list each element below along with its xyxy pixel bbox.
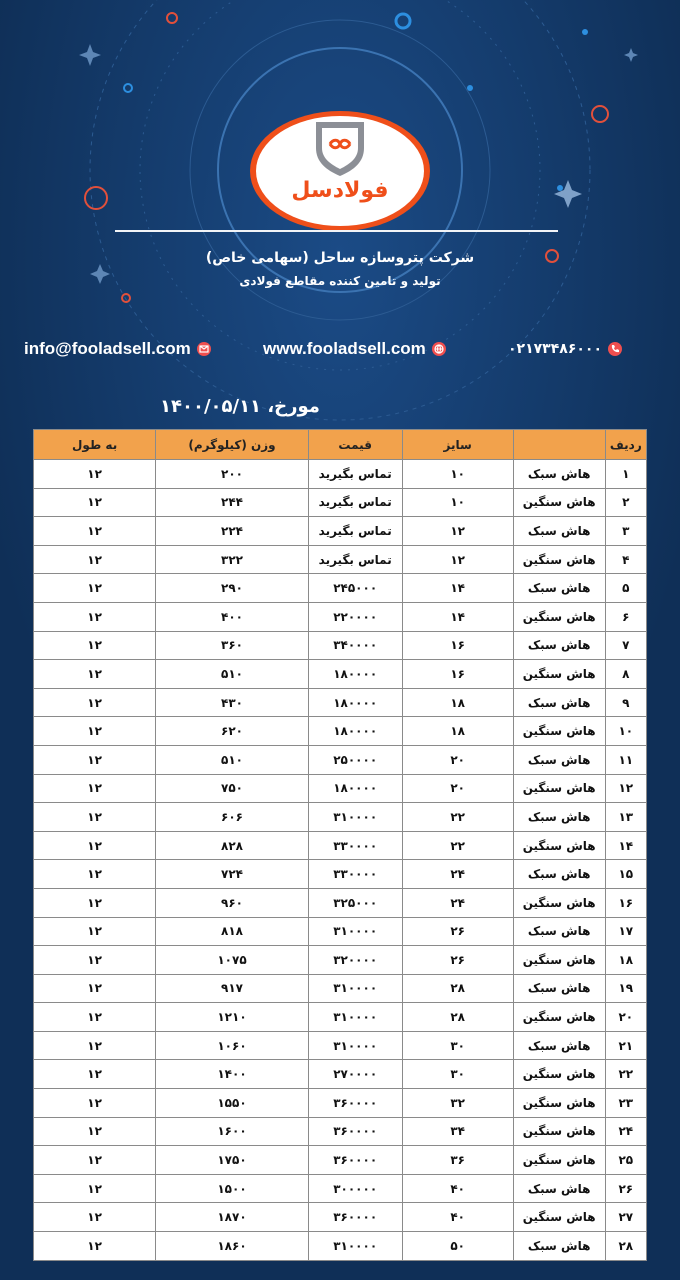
cell-length: ۱۲ xyxy=(34,660,156,689)
cell-length: ۱۲ xyxy=(34,803,156,832)
cell-product: هاش سبک xyxy=(513,460,605,489)
header-price: قیمت xyxy=(308,430,402,460)
cell-length: ۱۲ xyxy=(34,517,156,546)
cell-index: ۱ xyxy=(605,460,646,489)
cell-product: هاش سنگین xyxy=(513,946,605,975)
cell-index: ۴ xyxy=(605,545,646,574)
cell-index: ۲۲ xyxy=(605,1060,646,1089)
cell-length: ۱۲ xyxy=(34,831,156,860)
cell-price: ۱۸۰۰۰۰ xyxy=(308,774,402,803)
company-tagline: تولید و تامین کننده مقاطع فولادی xyxy=(239,274,441,288)
table-row xyxy=(34,545,647,574)
cell-length: ۱۲ xyxy=(34,1089,156,1118)
cell-weight: ۲۰۰ xyxy=(156,460,308,489)
cell-length: ۱۲ xyxy=(34,631,156,660)
cell-size: ۱۲ xyxy=(402,517,513,546)
header-size: سایز xyxy=(402,430,513,460)
table-row xyxy=(34,1174,647,1203)
cell-length: ۱۲ xyxy=(34,860,156,889)
price-table xyxy=(33,429,647,1261)
table-row xyxy=(34,745,647,774)
cell-index: ۸ xyxy=(605,660,646,689)
cell-index: ۲۷ xyxy=(605,1203,646,1232)
header-weight: وزن (کیلوگرم) xyxy=(156,430,308,460)
cell-index: ۱۴ xyxy=(605,831,646,860)
cell-size: ۲۰ xyxy=(402,774,513,803)
cell-index: ۶ xyxy=(605,602,646,631)
cell-length: ۱۲ xyxy=(34,1117,156,1146)
cell-weight: ۴۰۰ xyxy=(156,602,308,631)
cell-product: هاش سبک xyxy=(513,631,605,660)
cell-price: تماس بگیرید xyxy=(308,545,402,574)
cell-weight: ۱۷۵۰ xyxy=(156,1146,308,1175)
cell-length: ۱۲ xyxy=(34,688,156,717)
cell-price: ۳۳۰۰۰۰ xyxy=(308,831,402,860)
cell-index: ۱۹ xyxy=(605,974,646,1003)
cell-length: ۱۲ xyxy=(34,1232,156,1261)
cell-index: ۲۵ xyxy=(605,1146,646,1175)
cell-product: هاش سنگین xyxy=(513,1003,605,1032)
cell-weight: ۱۴۰۰ xyxy=(156,1060,308,1089)
table-header-row xyxy=(34,430,647,460)
cell-product: هاش سبک xyxy=(513,517,605,546)
cell-price: ۲۲۰۰۰۰ xyxy=(308,602,402,631)
table-row xyxy=(34,888,647,917)
cell-size: ۳۰ xyxy=(402,1031,513,1060)
cell-size: ۲۸ xyxy=(402,974,513,1003)
table-row xyxy=(34,717,647,746)
cell-size: ۲۲ xyxy=(402,831,513,860)
cell-price: ۳۶۰۰۰۰ xyxy=(308,1089,402,1118)
cell-price: ۱۸۰۰۰۰ xyxy=(308,717,402,746)
cell-size: ۲۶ xyxy=(402,917,513,946)
cell-price: ۳۶۰۰۰۰ xyxy=(308,1117,402,1146)
cell-size: ۴۰ xyxy=(402,1203,513,1232)
cell-size: ۲۴ xyxy=(402,888,513,917)
cell-weight: ۵۱۰ xyxy=(156,660,308,689)
cell-price: ۲۵۰۰۰۰ xyxy=(308,745,402,774)
company-name: شرکت پتروسازه ساحل (سهامی خاص) xyxy=(205,250,475,266)
website-contact[interactable] xyxy=(263,338,446,360)
price-date: مورخ، ۱۴۰۰/۰۵/۱۱ xyxy=(160,396,320,417)
cell-length: ۱۲ xyxy=(34,717,156,746)
cell-product: هاش سبک xyxy=(513,1232,605,1261)
cell-weight: ۲۹۰ xyxy=(156,574,308,603)
cell-weight: ۸۲۸ xyxy=(156,831,308,860)
cell-length: ۱۲ xyxy=(34,1174,156,1203)
table-row xyxy=(34,1089,647,1118)
cell-price: ۳۱۰۰۰۰ xyxy=(308,1232,402,1261)
cell-index: ۹ xyxy=(605,688,646,717)
phone-contact[interactable] xyxy=(508,338,622,360)
cell-size: ۱۸ xyxy=(402,688,513,717)
cell-length: ۱۲ xyxy=(34,460,156,489)
table-row xyxy=(34,1060,647,1089)
table-row xyxy=(34,488,647,517)
cell-size: ۵۰ xyxy=(402,1232,513,1261)
cell-price: ۳۶۰۰۰۰ xyxy=(308,1146,402,1175)
cell-weight: ۱۰۶۰ xyxy=(156,1031,308,1060)
table-row xyxy=(34,1117,647,1146)
cell-weight: ۳۲۲ xyxy=(156,545,308,574)
cell-size: ۲۶ xyxy=(402,946,513,975)
cell-weight: ۱۰۷۵ xyxy=(156,946,308,975)
header-length: به طول xyxy=(34,430,156,460)
table-row xyxy=(34,517,647,546)
cell-index: ۱۲ xyxy=(605,774,646,803)
email-text[interactable]: info@fooladsell.com xyxy=(24,339,191,358)
cell-length: ۱۲ xyxy=(34,1003,156,1032)
cell-index: ۱۵ xyxy=(605,860,646,889)
cell-length: ۱۲ xyxy=(34,1203,156,1232)
cell-product: هاش سبک xyxy=(513,860,605,889)
cell-length: ۱۲ xyxy=(34,545,156,574)
mail-icon xyxy=(197,342,211,356)
table-row xyxy=(34,774,647,803)
cell-length: ۱۲ xyxy=(34,1146,156,1175)
email-contact[interactable] xyxy=(24,338,211,360)
cell-product: هاش سنگین xyxy=(513,1060,605,1089)
cell-length: ۱۲ xyxy=(34,974,156,1003)
cell-index: ۱۰ xyxy=(605,717,646,746)
table-body xyxy=(34,460,647,1261)
cell-price: ۳۱۰۰۰۰ xyxy=(308,1003,402,1032)
cell-size: ۲۴ xyxy=(402,860,513,889)
cell-product: هاش سنگین xyxy=(513,1203,605,1232)
cell-length: ۱۲ xyxy=(34,1060,156,1089)
table-row xyxy=(34,1031,647,1060)
table-row xyxy=(34,1232,647,1261)
cell-index: ۲۰ xyxy=(605,1003,646,1032)
cell-size: ۲۰ xyxy=(402,745,513,774)
table-row xyxy=(34,574,647,603)
cell-size: ۱۲ xyxy=(402,545,513,574)
cell-index: ۵ xyxy=(605,574,646,603)
table-row xyxy=(34,946,647,975)
cell-weight: ۶۰۶ xyxy=(156,803,308,832)
cell-size: ۱۴ xyxy=(402,574,513,603)
cell-price: ۳۱۰۰۰۰ xyxy=(308,803,402,832)
globe-icon xyxy=(432,342,446,356)
cell-index: ۱۸ xyxy=(605,946,646,975)
table-row xyxy=(34,602,647,631)
cell-weight: ۷۲۴ xyxy=(156,860,308,889)
cell-index: ۲۸ xyxy=(605,1232,646,1261)
cell-price: ۳۶۰۰۰۰ xyxy=(308,1203,402,1232)
cell-weight: ۱۲۱۰ xyxy=(156,1003,308,1032)
cell-weight: ۳۶۰ xyxy=(156,631,308,660)
cell-index: ۱۱ xyxy=(605,745,646,774)
cell-size: ۳۴ xyxy=(402,1117,513,1146)
cell-weight: ۸۱۸ xyxy=(156,917,308,946)
table-row xyxy=(34,460,647,489)
cell-price: ۳۴۰۰۰۰ xyxy=(308,631,402,660)
cell-index: ۱۶ xyxy=(605,888,646,917)
cell-size: ۱۸ xyxy=(402,717,513,746)
cell-product: هاش سنگین xyxy=(513,1117,605,1146)
cell-weight: ۱۵۰۰ xyxy=(156,1174,308,1203)
cell-index: ۱۷ xyxy=(605,917,646,946)
cell-product: هاش سنگین xyxy=(513,717,605,746)
cell-size: ۳۰ xyxy=(402,1060,513,1089)
cell-size: ۱۰ xyxy=(402,488,513,517)
cell-size: ۳۲ xyxy=(402,1089,513,1118)
cell-product: هاش سنگین xyxy=(513,1089,605,1118)
cell-product: هاش سنگین xyxy=(513,831,605,860)
cell-weight: ۲۲۴ xyxy=(156,517,308,546)
cell-product: هاش سنگین xyxy=(513,888,605,917)
cell-price: ۳۰۰۰۰۰ xyxy=(308,1174,402,1203)
cell-price: ۳۱۰۰۰۰ xyxy=(308,974,402,1003)
table-row xyxy=(34,631,647,660)
cell-size: ۱۶ xyxy=(402,660,513,689)
phone-icon xyxy=(608,342,622,356)
cell-weight: ۱۵۵۰ xyxy=(156,1089,308,1118)
cell-price: ۳۳۰۰۰۰ xyxy=(308,860,402,889)
cell-product: هاش سبک xyxy=(513,974,605,1003)
cell-product: هاش سبک xyxy=(513,803,605,832)
cell-length: ۱۲ xyxy=(34,488,156,517)
table-row xyxy=(34,688,647,717)
table-row xyxy=(34,831,647,860)
cell-length: ۱۲ xyxy=(34,1031,156,1060)
cell-length: ۱۲ xyxy=(34,774,156,803)
table-row xyxy=(34,974,647,1003)
phone-text[interactable]: ۰۲۱۷۳۴۸۶۰۰۰ xyxy=(508,341,602,357)
cell-product: هاش سنگین xyxy=(513,660,605,689)
cell-price: تماس بگیرید xyxy=(308,460,402,489)
cell-weight: ۱۸۶۰ xyxy=(156,1232,308,1261)
table-row xyxy=(34,803,647,832)
cell-price: ۱۸۰۰۰۰ xyxy=(308,660,402,689)
cell-price: ۳۱۰۰۰۰ xyxy=(308,917,402,946)
website-text[interactable]: www.fooladsell.com xyxy=(263,339,426,358)
cell-index: ۲ xyxy=(605,488,646,517)
cell-length: ۱۲ xyxy=(34,917,156,946)
header-product xyxy=(513,430,605,460)
cell-size: ۴۰ xyxy=(402,1174,513,1203)
table-row xyxy=(34,660,647,689)
cell-price: ۳۲۰۰۰۰ xyxy=(308,946,402,975)
cell-product: هاش سبک xyxy=(513,1174,605,1203)
table-row xyxy=(34,1203,647,1232)
cell-product: هاش سنگین xyxy=(513,602,605,631)
cell-product: هاش سنگین xyxy=(513,545,605,574)
cell-length: ۱۲ xyxy=(34,602,156,631)
cell-product: هاش سبک xyxy=(513,917,605,946)
cell-index: ۲۶ xyxy=(605,1174,646,1203)
cell-length: ۱۲ xyxy=(34,946,156,975)
header-index: ردیف xyxy=(605,430,646,460)
cell-product: هاش سبک xyxy=(513,688,605,717)
cell-length: ۱۲ xyxy=(34,888,156,917)
cell-product: هاش سبک xyxy=(513,574,605,603)
header-divider xyxy=(115,230,558,232)
cell-product: هاش سنگین xyxy=(513,1146,605,1175)
cell-product: هاش سنگین xyxy=(513,488,605,517)
cell-price: ۳۱۰۰۰۰ xyxy=(308,1031,402,1060)
cell-product: هاش سبک xyxy=(513,745,605,774)
cell-index: ۳ xyxy=(605,517,646,546)
cell-price: ۲۷۰۰۰۰ xyxy=(308,1060,402,1089)
cell-index: ۲۳ xyxy=(605,1089,646,1118)
cell-weight: ۶۲۰ xyxy=(156,717,308,746)
cell-weight: ۴۳۰ xyxy=(156,688,308,717)
cell-size: ۲۲ xyxy=(402,803,513,832)
cell-price: تماس بگیرید xyxy=(308,488,402,517)
cell-product: هاش سنگین xyxy=(513,774,605,803)
table-row xyxy=(34,917,647,946)
cell-price: ۳۲۵۰۰۰ xyxy=(308,888,402,917)
cell-weight: ۵۱۰ xyxy=(156,745,308,774)
cell-weight: ۹۱۷ xyxy=(156,974,308,1003)
cell-price: ۲۴۵۰۰۰ xyxy=(308,574,402,603)
cell-price: ۱۸۰۰۰۰ xyxy=(308,688,402,717)
cell-index: ۱۳ xyxy=(605,803,646,832)
cell-size: ۱۴ xyxy=(402,602,513,631)
table-row xyxy=(34,1003,647,1032)
table-row xyxy=(34,1146,647,1175)
cell-size: ۱۰ xyxy=(402,460,513,489)
cell-weight: ۱۶۰۰ xyxy=(156,1117,308,1146)
cell-size: ۲۸ xyxy=(402,1003,513,1032)
cell-index: ۲۱ xyxy=(605,1031,646,1060)
cell-price: تماس بگیرید xyxy=(308,517,402,546)
brand-logo xyxy=(248,108,432,234)
cell-weight: ۷۵۰ xyxy=(156,774,308,803)
cell-size: ۱۶ xyxy=(402,631,513,660)
cell-weight: ۹۶۰ xyxy=(156,888,308,917)
cell-weight: ۲۴۴ xyxy=(156,488,308,517)
cell-size: ۳۶ xyxy=(402,1146,513,1175)
table-row xyxy=(34,860,647,889)
cell-length: ۱۲ xyxy=(34,574,156,603)
cell-product: هاش سبک xyxy=(513,1031,605,1060)
cell-length: ۱۲ xyxy=(34,745,156,774)
cell-index: ۷ xyxy=(605,631,646,660)
cell-index: ۲۴ xyxy=(605,1117,646,1146)
cell-weight: ۱۸۷۰ xyxy=(156,1203,308,1232)
brand-name: فولادسل xyxy=(291,178,389,203)
